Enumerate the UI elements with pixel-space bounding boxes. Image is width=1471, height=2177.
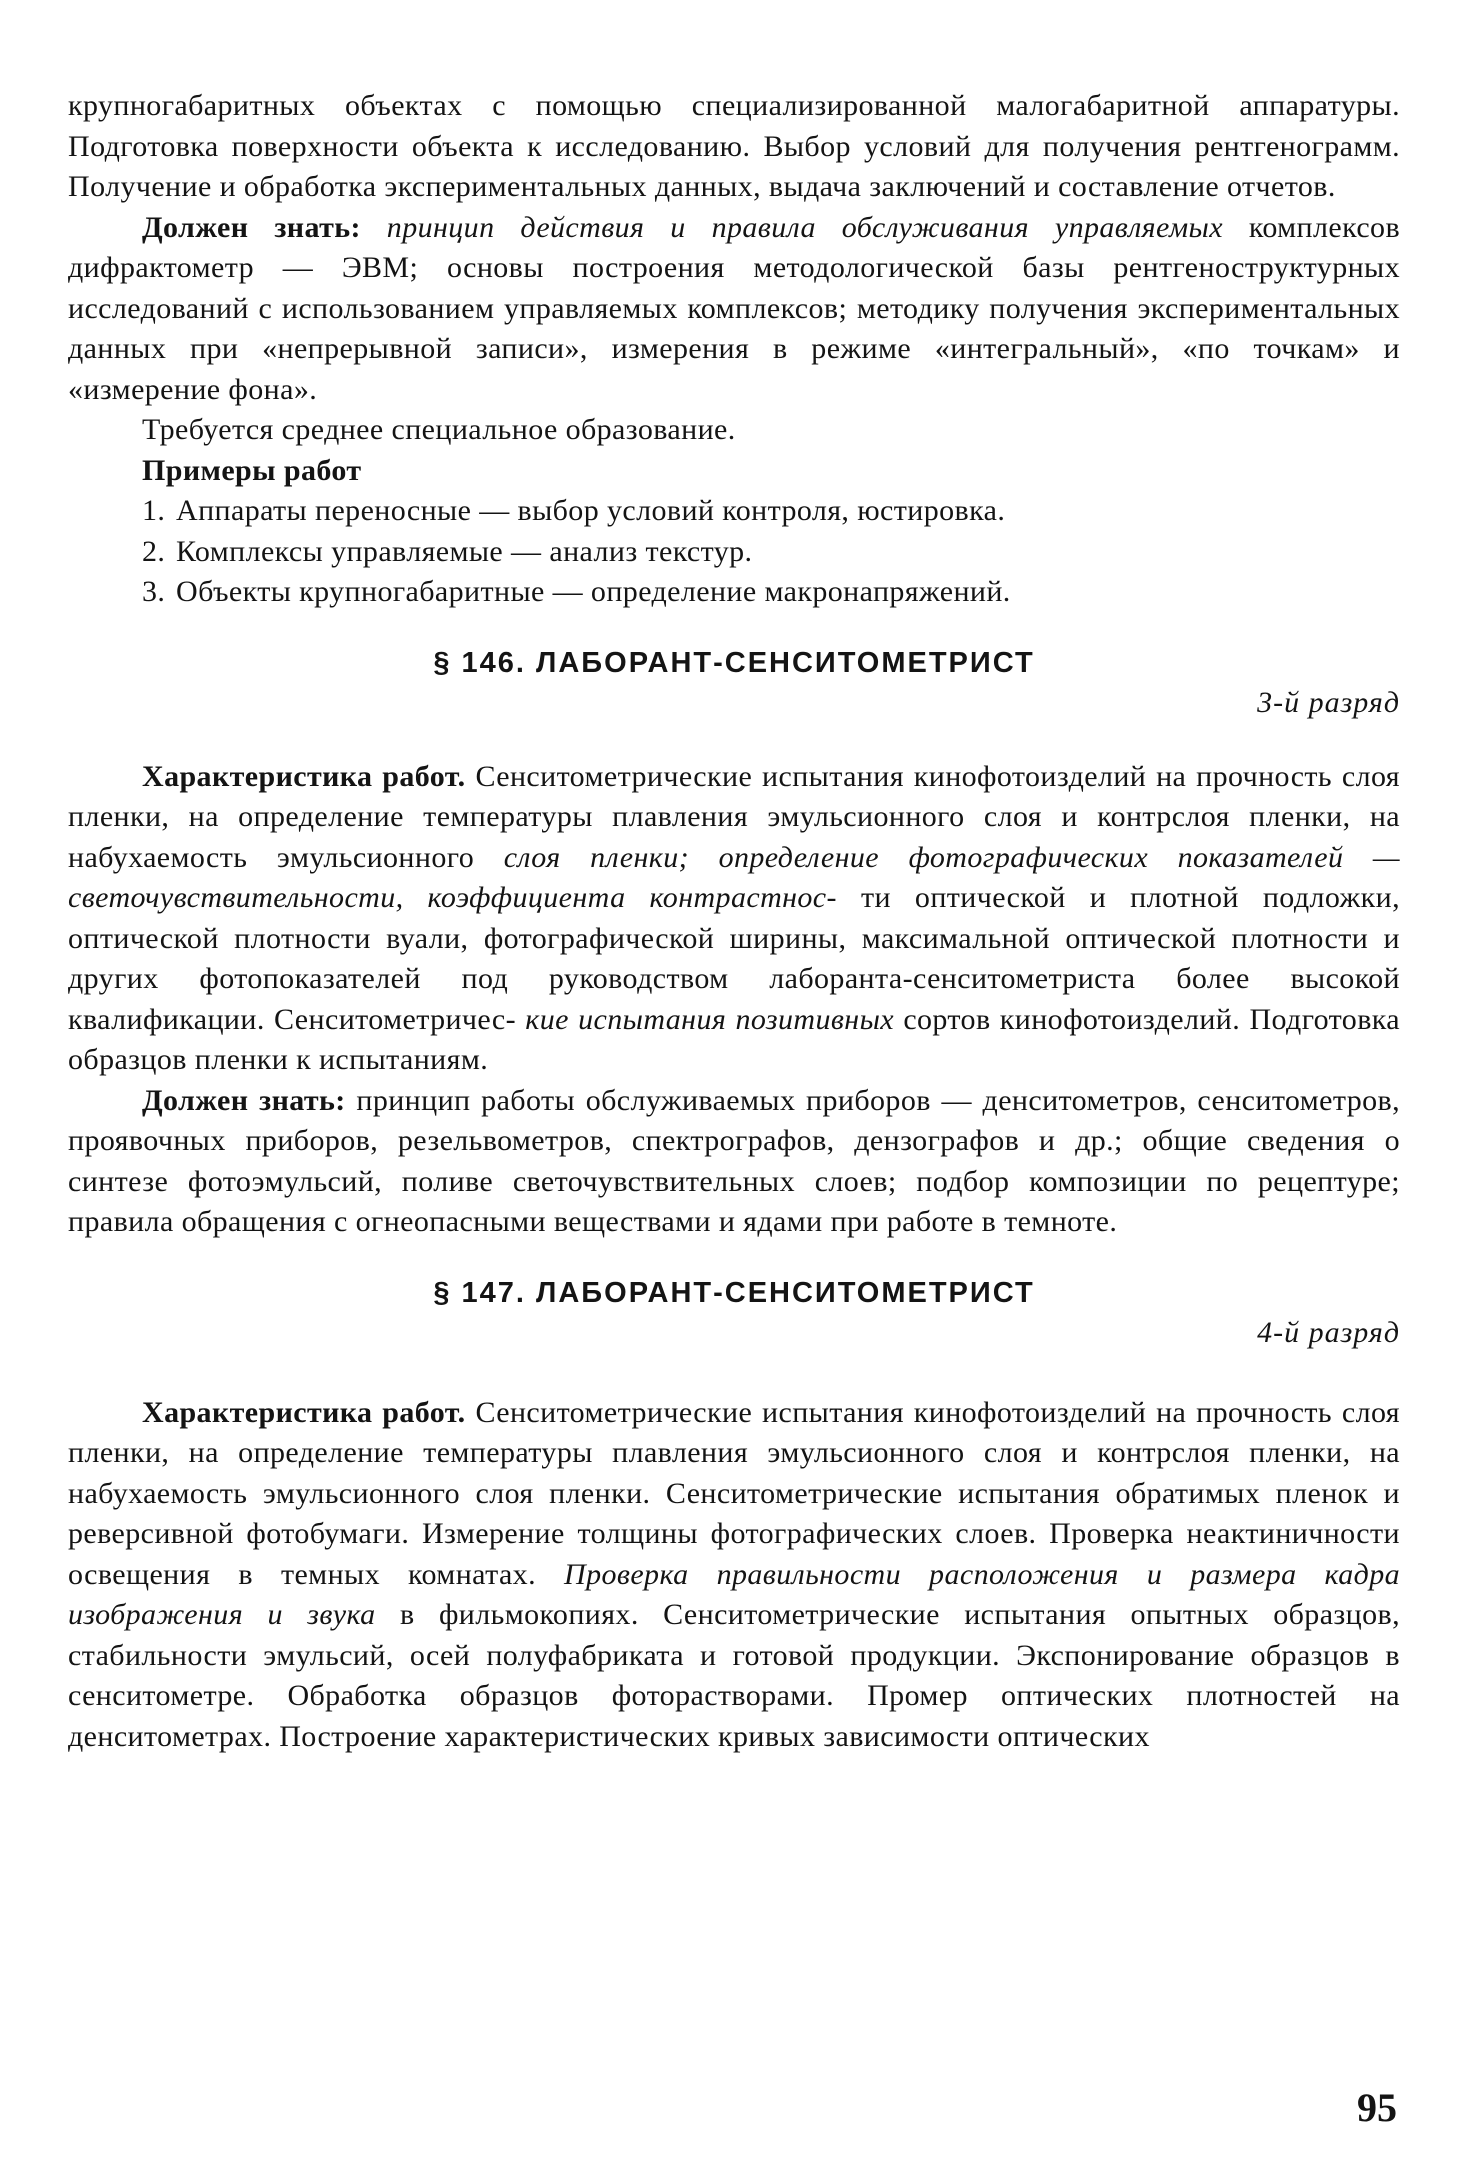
example-text: Аппараты переносные — выбор условий контроля, юстировка. [176, 494, 1006, 527]
section-147-characteristics [68, 1393, 1400, 1758]
characteristics-italic-2: кие испытания позитивных [525, 1002, 895, 1036]
section-146-grade: 3-й разряд [1257, 685, 1400, 719]
example-text: Комплексы управляемые — анализ текстур. [176, 534, 753, 568]
characteristics-text-2: ти оптической и плотной подложки, оптической плотности вуали, фотографической ширины, максимальной оптической плотности и других фотопоказателей под руководством лаборанта-сенситометриста более высокой квалификации. Сенситометричес- [68, 881, 1400, 1036]
example-item-3 [68, 572, 1400, 613]
section-146-title: § 146. ЛАБОРАНТ-СЕНСИТОМЕТРИСТ [433, 646, 1035, 679]
example-item-2 [68, 532, 1400, 573]
characteristics-label: Характеристика работ. [142, 1395, 466, 1429]
characteristics-text-2: в фильмокопиях. Сенситометрические испытания опытных образцов, стабильности эмульсий, осей полуфабриката и готовой продукции. Экспонирование образцов в сенситометре. Обработка образцов фоторастворами. Промер оптических плотностей на денситометрах. Построение характеристических кривых зависимости оптических [68, 1598, 1400, 1753]
must-know-italic: принцип действия и правила обслуживания управляемых [386, 210, 1223, 244]
must-know-text: комплексов дифрактометр — ЭВМ; основы построения методологической базы рентгеноструктурных исследований с использованием управляемых комплексов; методику получения экспериментальных данных при «непрерывной записи», измерения в режиме «интегральный», «по точкам» и «измерение фона». [68, 210, 1401, 406]
characteristics-label: Характеристика работ. [142, 759, 466, 793]
page-number: 95 [1357, 2085, 1397, 2130]
characteristics-italic: Проверка правильности расположения и размера кадра изображения и звука [68, 1557, 1401, 1631]
section-146-characteristics [68, 757, 1400, 1081]
example-item-1 [68, 491, 1400, 532]
examples-title: Примеры работ [142, 453, 362, 487]
section-146-must-know [68, 1081, 1400, 1243]
must-know-text: принцип работы обслуживаемых приборов — денситометров, сенситометров, проявочных приборов, резельвометров, спектрографов, дензографов и др.; общие сведения о синтезе фотоэмульсий, поливе светочувствительных слоев; подбор композиции по рецептуре; правила обращения с огнеопасными веществами и ядами при работе в темноте. [68, 1083, 1401, 1238]
section-147-grade: 4-й разряд [1257, 1315, 1400, 1349]
characteristics-italic: слоя пленки; определение фотографических показателей — светочувствительности, коэффициента контрастнос- [68, 840, 1401, 914]
must-know-label: Должен знать: [142, 210, 361, 244]
section-147-title: § 147. ЛАБОРАНТ-СЕНСИТОМЕТРИСТ [433, 1276, 1035, 1309]
example-number: 1. [142, 494, 166, 527]
education-requirement: Требуется среднее специальное образование. [142, 413, 736, 446]
example-number: 2. [142, 534, 166, 568]
characteristics-text: Сенситометрические испытания кинофотоизделий на прочность слоя пленки, на определение температуры плавления эмульсионного слоя и контрслоя пленки, на набухаемость эмульсионного [68, 759, 1400, 874]
document-page [68, 86, 1400, 2126]
must-know-paragraph [68, 208, 1400, 411]
characteristics-text: Сенситометрические испытания кинофотоизделий на прочность слоя пленки, на определение температуры плавления эмульсионного слоя и контрслоя пленки, на набухаемость эмульсионного слоя пленки. Сенситометрические испытания обратимых пленок и реверсивной фотобумаги. Измерение толщины фотографических слоев. Проверка неактиничности освещения в темных комнатах. [68, 1395, 1400, 1591]
example-text: Объекты крупногабаритные — определение макронапряжений. [176, 575, 1011, 608]
characteristics-text-3: сортов кинофотоизделий. Подготовка образцов пленки к испытаниям. [68, 1002, 1400, 1076]
intro-paragraph: крупногабаритных объектах с помощью специализированной малогабаритной аппаратуры. Подготовка поверхности объекта к исследованию. Выбор условий для получения рентгенограмм. Получение и обработка экспериментальных данных, выдача заключений и составление отчетов. [68, 89, 1400, 203]
must-know-label: Должен знать: [142, 1083, 346, 1117]
example-number: 3. [142, 575, 166, 608]
